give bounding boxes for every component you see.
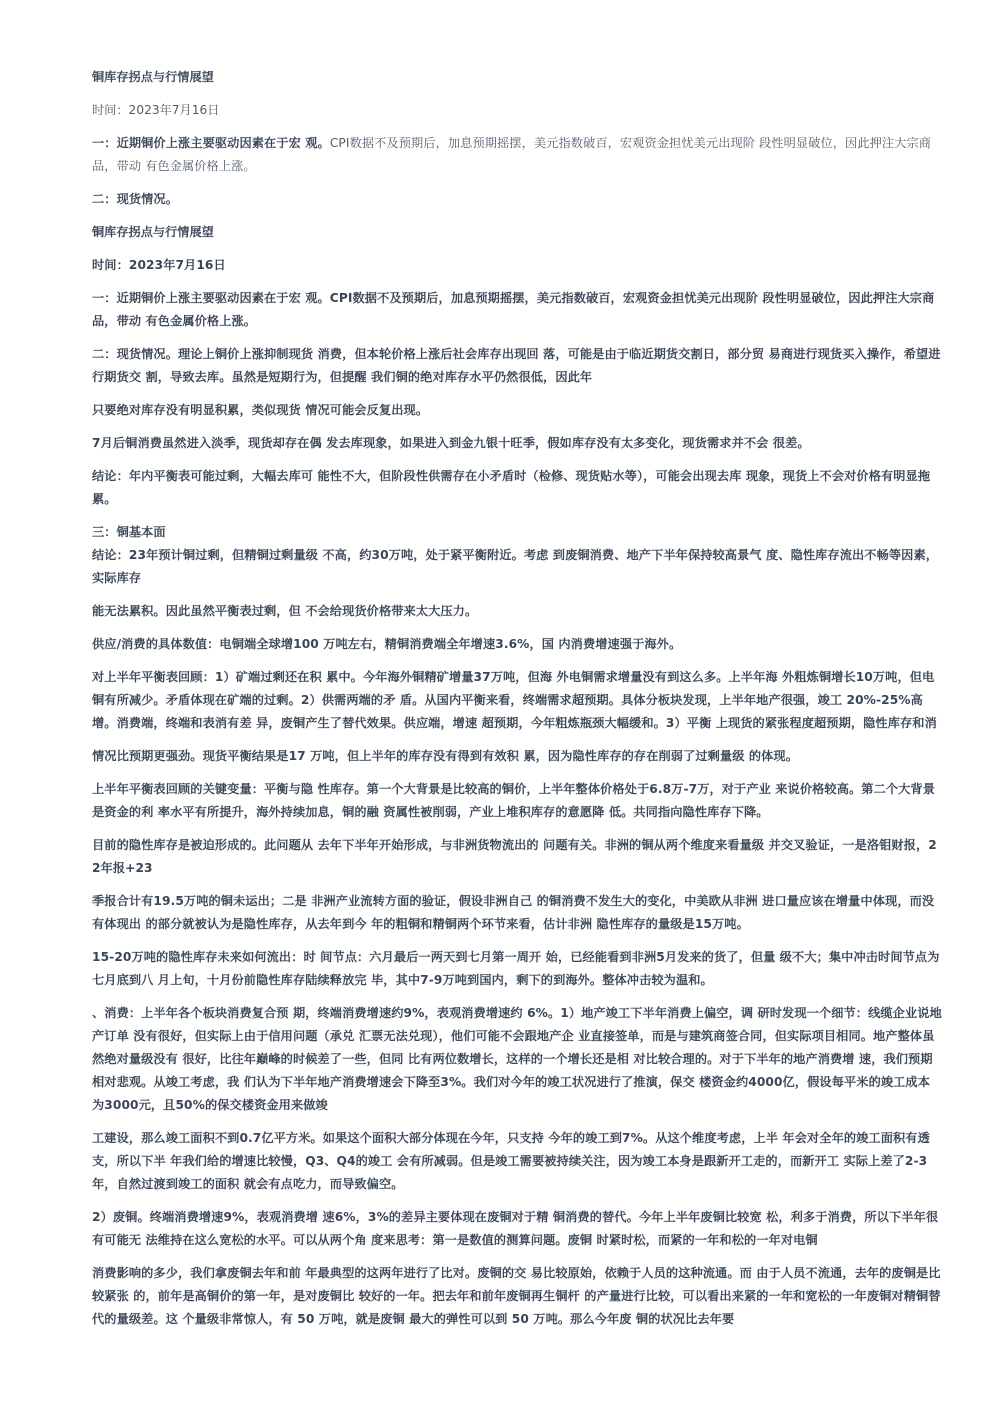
paragraph-balance-review-cont: 情况比预期更强劲。现货平衡结果是17 万吨，但上半年的库存没有得到有效积 累，因为隐性库存的存在削弱了过剩量级 的体现。 xyxy=(92,749,799,763)
section-1-text: CPI数据不及预期后，加息预期摇摆，美元指数破百，宏观资金担忧美元出现阶 段性明显破位，因此押注大宗商品，带动 有色金属价格上涨。 xyxy=(92,136,932,173)
doc-title: 铜库存拐点与行情展望 xyxy=(92,70,214,84)
paragraph-hidden-inventory-cont: 季报合计有19.5万吨的铜未运出；二是 非洲产业流转方面的验证，假设非洲自己 的铜消费不发生大的变化，中美欧从非洲 进口量应该在增量中体现，而没有体现出 的部分就被认为是隐性库存，从去年到今 年的粗铜和精铜两个环节来看，估计非洲 隐性库存的量级是15万吨。 xyxy=(92,894,935,931)
paragraph-consumption-cont: 工建设，那么竣工面积不到0.7亿平方米。如果这个面积大部分体现在今年，只支持 今年的竣工到7%。从这个维度考虑，上半 年会对全年的竣工面积有透支，所以下半 年我们给的增速比较慢，Q3、Q4的竣工 会有所减弱。但是竣工需要被持续关注，因为竣工本身是跟新开工走的，而新开工 实际上差了2-3年，自然过渡到竣工的面积 就会有点吃力，而导致偏空。 xyxy=(92,1131,930,1191)
paragraph-conclusion: 结论：年内平衡表可能过剩，大幅去库可 能性不大，但阶段性供需存在小矛盾时（检修、现货贴水等），可能会出现去库 现象，现货上不会对价格有明显拖累。 xyxy=(92,469,931,506)
paragraph-scrap: 2）废铜。终端消费增速9%，表观消费增 速6%，3%的差异主要体现在废铜对于精 铜消费的替代。今年上半年废铜比较宽 松，利多于消费，所以下半年很有可能无 法维持在这么宽松的水平。可以从两个角 度来思考：第一是数值的测算问题。废铜 时紧时松，而紧的一年和松的一年对电铜 xyxy=(92,1210,939,1247)
section-1-heading: 一：近期铜价上涨主要驱动因素在于宏 观。 xyxy=(92,136,330,150)
paragraph-supply-demand: 供应/消费的具体数值：电铜端全球增100 万吨左右，精铜消费端全年增速3.6%，国 内消费增速强于海外。 xyxy=(92,637,682,651)
doc-date-repeat: 时间：2023年7月16日 xyxy=(92,258,226,272)
paragraph-fundamentals-cont: 能无法累积。因此虽然平衡表过剩，但 不会给现货价格带来太大压力。 xyxy=(92,604,478,618)
paragraph-macro: 一：近期铜价上涨主要驱动因素在于宏 观。CPI数据不及预期后，加息预期摇摆，美元指数破百，宏观资金担忧美元出现阶 段性明显破位，因此押注大宗商品，带动 有色金属价格上涨。 xyxy=(92,291,935,328)
paragraph-key-variables: 上半年平衡表回顾的关键变量：平衡与隐 性库存。第一个大背景是比较高的铜价，上半年整体价格处于6.8万-7万，对于产业 来说价格较高。第二个大背景是资金的利 率水平有所提升，海外持续加息，铜的融 资属性被削弱，产业上堆积库存的意愿降 低。共同指向隐性库存下降。 xyxy=(92,782,936,819)
paragraph-balance-review: 对上半年平衡表回顾：1）矿端过剩还在积 累中。今年海外铜精矿增量37万吨，但海 外电铜需求增量没有到这么多。上半年海 外粗炼铜增长10万吨，但电铜有所减少。矛盾体现在矿端的过剩。2）供需两端的矛 盾。从国内平衡来看，终端需求超预期。具体分板块发现，上半年地产很强，竣工 20%-25%高增。消费端，终端和表消有差 异，废铜产生了替代效果。供应端，增速 超预期，今年粗炼瓶颈大幅缓和。3）平衡 上现货的紧张程度超预期，隐性库存和消 xyxy=(92,670,937,730)
doc-title-repeat: 铜库存拐点与行情展望 xyxy=(92,225,214,239)
paragraph-consumption: 、消费：上半年各个板块消费复合预 期，终端消费增速约9%，表观消费增速约 6%。1）地产竣工下半年消费上偏空，调 研时发现一个细节：线缆企业说地产订单 没有很好，但实际上由于信用问题（承兑 汇票无法兑现），他们可能不会跟地产企 业直接签单，而是与建筑商签合同，但实际项目相同。地产整体虽然绝对量级没有 很好，比往年巅峰的时候差了一些，但同 比有两位数增长，这样的一个增长还是相 对比较合理的。对于下半年的地产消费增 速，我们预期相对悲观。从竣工考虑，我 们认为下半年地产消费增速会下降至3%。我们对今年的竣工状况进行了推演，保交 楼资金约4000亿，假设每平米的竣工成本 为3000元，且50%的保交楼资金用来做竣 xyxy=(92,1006,942,1112)
paragraph-spot: 二：现货情况。理论上铜价上涨抑制现货 消费，但本轮价格上涨后社会库存出现回 落，可能是由于临近期货交割日，部分贸 易商进行现货买入操作，希望进行期货交 割，导致去库。虽然是短期行为，但提醒 我们铜的绝对库存水平仍然很低，因此年 xyxy=(92,347,941,384)
paragraph-spot-cont: 只要绝对库存没有明显积累，类似现货 情况可能会反复出现。 xyxy=(92,403,429,417)
paragraph-fundamentals: 结论：23年预计铜过剩，但精铜过剩量级 不高，约30万吨，处于紧平衡附近。考虑 到废铜消费、地产下半年保持较高景气 度、隐性库存流出不畅等因素，实际库存 xyxy=(92,548,939,585)
section-3-heading: 三：铜基本面 xyxy=(92,525,166,539)
section-1-summary xyxy=(92,132,942,178)
paragraph-hidden-inventory: 目前的隐性库存是被迫形成的。此问题从 去年下半年开始形成，与非洲货物流出的 问题有关。非洲的铜从两个维度来看量级 并交叉验证，一是洛钼财报，22年报+23 xyxy=(92,838,937,875)
document-body xyxy=(92,66,942,1341)
paragraph-july: 7月后铜消费虽然进入淡季，现货却存在偶 发去库现象，如果进入到金九银十旺季，假如库存没有太多变化，现货需求并不会 很差。 xyxy=(92,436,810,450)
paragraph-scrap-cont: 消费影响的多少，我们拿废铜去年和前 年最典型的这两年进行了比对。废铜的交 易比较原始，依赖于人员的这种流通。而 由于人员不流通，去年的废铜是比较紧张 的，前年是高铜价的第一年，是对废铜比 较好的一年。把去年和前年废铜再生铜杆 的产量进行比较，可以看出来紧的一年和宽松的一年废铜对精铜替代的量级差。这 个量级非常惊人，有 50 万吨，就是废铜 最大的弹性可以到 50 万吨。那么今年废 铜的状况比去年要 xyxy=(92,1266,941,1326)
doc-date: 时间：2023年7月16日 xyxy=(92,103,220,117)
paragraph-outflow: 15-20万吨的隐性库存未来如何流出：时 间节点：六月最后一两天到七月第一周开 始，已经能看到非洲5月发来的货了，但量 级不大；集中冲击时间节点为七月底到八 月上旬，十月份前隐性库存陆续释放完 毕，其中7-9万吨到国内，剩下的到海外。整体冲击较为温和。 xyxy=(92,950,940,987)
section-2-heading: 二：现货情况。 xyxy=(92,192,179,206)
